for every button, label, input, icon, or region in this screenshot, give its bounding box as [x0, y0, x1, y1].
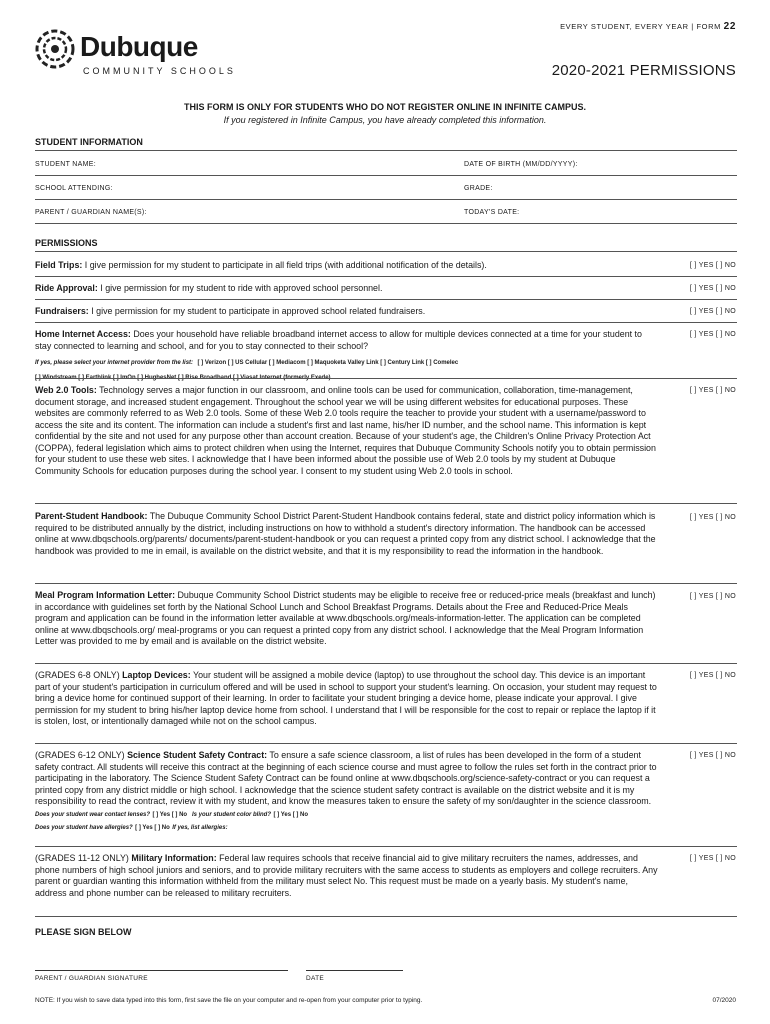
divider [35, 583, 737, 584]
divider [35, 503, 737, 504]
parent-signature-label: PARENT / GUARDIAN SIGNATURE [35, 975, 148, 982]
allergies-yes-no[interactable]: [ ] Yes [ ] No [135, 825, 170, 831]
fundraisers-text: Fundraisers: I give permission for my student to participate in approved school related fundraisers. [35, 306, 426, 316]
fundraisers-yes-no[interactable]: [ ] YES [ ] NO [689, 308, 736, 315]
provider-options-1[interactable]: [ ] Verizon [ ] US Cellular [ ] Mediacom [ ] Maquoketa Valley Link [ ] Century Link [ ] Comelec [197, 360, 459, 366]
todays-date-field[interactable]: TODAY'S DATE: [464, 209, 520, 216]
parent-signature-line[interactable] [35, 970, 288, 971]
date-label: DATE [306, 975, 325, 982]
divider [35, 663, 737, 664]
divider [35, 199, 737, 200]
handbook-text: Parent-Student Handbook: The Dubuque Community School District Parent-Student Handbook contains federal, state and district policy information which is required to be distributed annually by the district, including instructions on how to withhold a student's directory information. The handbook can be accessed online at www.dbqschools.org/parents/ documents/parent-student-handbook or you can request a printed copy from any district school. I acknowledge that the handbook was provided to me in email, is available on the district website, and that it is my responsibility to read the information in the handbook. [35, 511, 656, 556]
handbook-yes-no[interactable]: [ ] YES [ ] NO [689, 514, 736, 521]
laptop-yes-no[interactable]: [ ] YES [ ] NO [689, 672, 736, 679]
ride-approval-text: Ride Approval: I give permission for my student to ride with approved school personnel. [35, 283, 383, 293]
footer-note: NOTE: If you wish to save data typed into this form, first save the file on your computer and re-open from your computer prior to typing. [35, 997, 423, 1004]
notice-line-1: THIS FORM IS ONLY FOR STUDENTS WHO DO NOT REGISTER ONLINE IN INFINITE CAMPUS. [183, 102, 587, 112]
permissions-heading: PERMISSIONS [35, 238, 98, 248]
color-blind-question: Is your student color blind? [192, 811, 272, 818]
internet-text: Home Internet Access: Does your household have reliable broadband internet access to allow for multiple devices connected at a time for your student to stay connected to learning and school, and for you to stay connected to their school? [35, 329, 642, 351]
science-yes-no[interactable]: [ ] YES [ ] NO [689, 752, 736, 759]
divider [35, 378, 737, 379]
laptop-text: (GRADES 6-8 ONLY) Laptop Devices: Your student will be assigned a mobile device (laptop) to use throughout the school day. This device is an important part of your student's participation in curriculum offered and will be used in school to support your student's learning. On occasion, your student may request to bring a device home for continued support of their learning. In order to facilitate your student bringing a device home, please indicate your approval. I give permission for my student to bring his/her laptop device home from school. I understand that I will be responsible for the cost to repair or replace the laptop if it is stolen, lost, or intentionally damaged while not on the school campus. [35, 670, 657, 726]
contact-lenses-yes-no[interactable]: [ ] Yes [ ] No [152, 811, 188, 818]
date-line[interactable] [306, 970, 403, 971]
divider [35, 322, 737, 323]
divider [35, 251, 737, 252]
ride-approval-yes-no[interactable]: [ ] YES [ ] NO [689, 285, 736, 292]
field-trips-yes-no[interactable]: [ ] YES [ ] NO [689, 262, 736, 269]
sign-heading: PLEASE SIGN BELOW [35, 927, 132, 937]
allergies-list-prompt[interactable]: If yes, list allergies: [172, 825, 228, 831]
divider [35, 175, 737, 176]
color-blind-yes-no[interactable]: [ ] Yes [ ] No [273, 811, 309, 818]
parent-name-field[interactable]: PARENT / GUARDIAN NAME(S): [35, 209, 147, 216]
header-tagline: EVERY STUDENT, EVERY YEAR | FORM 22 [560, 21, 736, 32]
contact-lenses-question: Does your student wear contact lenses? [35, 811, 151, 818]
dob-field[interactable]: DATE OF BIRTH (MM/DD/YYYY): [464, 161, 578, 168]
provider-prompt: If yes, please select your internet provider from the list: [35, 360, 194, 366]
dubuque-swirl-logo-icon [35, 29, 75, 69]
field-trips-text: Field Trips: I give permission for my student to participate in all field trips (with additional notification of the details). [35, 260, 487, 270]
form-number: 22 [723, 21, 736, 32]
divider [35, 223, 737, 224]
logo-subtitle: COMMUNITY SCHOOLS [83, 66, 236, 76]
military-text: (GRADES 11-12 ONLY) Military Information: Federal law requires schools that receive financial aid to give military recruiters the names, addresses, and phone numbers of high school juniors and seniors, and to provide military recruiters with the same access to students as employers and college recruiters. Any parent or guardian wanting this information withheld from the military must select No. This request must be made on a yearly basis. My student's name, address and phone number can be released to military recruiters. [35, 853, 658, 898]
allergies-question: Does your student have allergies? [35, 825, 133, 831]
logo-name: Dubuque [80, 31, 198, 62]
grade-field[interactable]: GRADE: [464, 185, 493, 192]
internet-provider-list [35, 354, 675, 384]
provider-options-2[interactable]: [ ] Windstream [ ] Earthlink [ ] ImOn [ ] HughesNet [ ] Rise Broadband [ ] Viasat Internet (formerly Exede) [35, 375, 331, 381]
notice-line-2: If you registered in Infinite Campus, you have already completed this information. [223, 115, 547, 125]
divider [35, 916, 737, 917]
student-info-heading: STUDENT INFORMATION [35, 137, 143, 147]
web20-text: Web 2.0 Tools: Technology serves a major function in our classroom, and online tools can be used for communication, collaboration, time-management, document storage, and increased student engagement. Throughout the school year we will be using different websites for educational purposes. These websites are commonly referred to as Web 2.0 tools. Some of these Web 2.0 tools require the teacher to provide your student with a username/password to access the site and its content. The information can include a student's first and last name, his/her ID number, and the school name. This information is kept confidential by the site and not used for any purpose other than account creation. Because of your student's age, the Children's Online Privacy Protection Act (COPPA), federal legislation which aims to protect children when using the Internet, requires that Dubuque Community Schools notify you to obtain permission for your student to use these web sites. I acknowledge that I have been informed about the possible use of Web 2.0 tools by my student at Dubuque Community Schools for education purposes during the school year. I consent to my student using Web 2.0 tools in school. [35, 385, 656, 476]
internet-yes-no[interactable]: [ ] YES [ ] NO [689, 331, 736, 338]
military-yes-no[interactable]: [ ] YES [ ] NO [689, 855, 736, 862]
footer-date: 07/2020 [712, 997, 736, 1004]
divider [35, 276, 737, 277]
form-title: 2020-2021 PERMISSIONS [551, 62, 736, 79]
student-name-field[interactable]: STUDENT NAME: [35, 161, 96, 168]
web20-yes-no[interactable]: [ ] YES [ ] NO [689, 387, 736, 394]
meals-text: Meal Program Information Letter: Dubuque Community School District students may be eligible to receive free or reduced-price meals (breakfast and lunch) in accordance with guidelines set forth by the National School Lunch and School Breakfast Programs. Details about the Free and Reduced-Price Meals program and application can be found in the information letter available at www.dbqschools.org/meals-information-letter. The application can be completed online at www.dbqschools.org/ meal-programs or you can request a printed copy from any district school. I acknowledge that the Meal Program Information Letter was provided to me by email and is available on the district website. [35, 590, 656, 646]
meals-yes-no[interactable]: [ ] YES [ ] NO [689, 593, 736, 600]
school-field[interactable]: SCHOOL ATTENDING: [35, 185, 113, 192]
divider [35, 150, 737, 151]
divider [35, 743, 737, 744]
science-text: (GRADES 6-12 ONLY) Science Student Safety Contract: To ensure a safe science classroom, a list of rules has been developed in the form of a student safety contract. All students will receive this contract at the beginning of each science course and must agree to follow the rules set forth in the contract prior to participating in the laboratory. The Science Student Safety Contract can be found online at www.dbqschools.org/science-safety-contract or you can request a printed copy from any district middle or high school. I acknowledge that the science student safety contract is available on the district website and it is my responsibility to read the contract, review it with my student, and know the measures taken to ensure the safety of my son/daughter in the science classroom. Does your student wear contact lenses? [ ] Yes [ ] No Is your student color blind? [ ] Yes [ ] No Does your student have allergies? [ ] Yes [ ] No If yes, list allergies: [35, 750, 657, 831]
divider [35, 846, 737, 847]
divider [35, 299, 737, 300]
